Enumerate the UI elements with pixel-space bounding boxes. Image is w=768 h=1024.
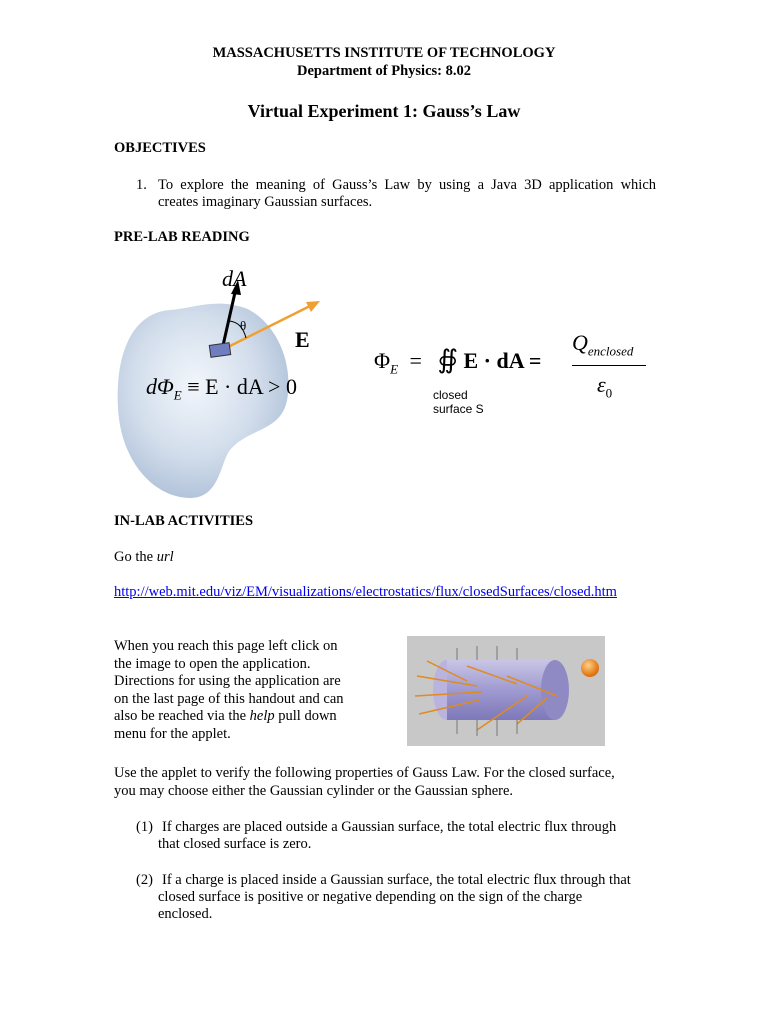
prelab-heading: PRE-LAB READING xyxy=(114,229,250,245)
property-2-line-2: closed surface is positive or negative depending on the sign of the charge xyxy=(158,889,583,905)
fraction-bar xyxy=(572,365,646,366)
charge-symbol: Q xyxy=(572,330,588,355)
phi-symbol: Φ xyxy=(374,348,391,373)
flux-subscript: E xyxy=(173,387,182,403)
flux-element-equation xyxy=(146,374,297,403)
instr-pre: also be reached via the xyxy=(114,708,250,724)
property-2-line-3: enclosed. xyxy=(158,906,213,922)
charge-subscript: enclosed xyxy=(587,343,634,359)
objective-line-1: To explore the meaning of Gauss’s Law by using a Java 3D application which xyxy=(158,177,656,193)
inlab-heading: IN-LAB ACTIVITIES xyxy=(114,513,254,529)
dA-label-text: dA xyxy=(222,266,247,291)
gaussian-cylinder-image xyxy=(407,636,605,746)
flux-rhs: ≡ E · dA > 0 xyxy=(187,374,297,399)
property-1-line-2: that closed surface is zero. xyxy=(158,836,312,852)
integral-caption-line-1: closed xyxy=(433,388,468,402)
applet-thumbnail[interactable] xyxy=(407,636,605,746)
department-heading: Department of Physics: 8.02 xyxy=(297,63,471,79)
instructions-line: the image to open the application. xyxy=(114,655,311,672)
applet-url-link[interactable]: http://web.mit.edu/viz/EM/visualizations/electrostatics/flux/closedSurfaces/closed.htm xyxy=(114,584,617,600)
document-title: Virtual Experiment 1: Gauss’s Law xyxy=(247,101,521,121)
property-1-line-1: If charges are placed outside a Gaussian surface, the total electric flux through xyxy=(162,819,617,835)
objectives-heading: OBJECTIVES xyxy=(114,140,206,156)
instructions-line xyxy=(114,708,384,726)
objective-number: 1. xyxy=(136,177,147,193)
objective-line-2: creates imaginary Gaussian surfaces. xyxy=(158,194,373,210)
instructions-line: When you reach this page left click on xyxy=(114,638,338,654)
gauss-law-equation xyxy=(374,345,541,377)
E-vector-label: E xyxy=(295,327,310,352)
instr-post: pull down xyxy=(274,708,337,724)
instructions-paragraph xyxy=(114,638,384,743)
flux-d-phi: dΦ xyxy=(146,374,174,399)
enclosed-charge xyxy=(572,330,633,359)
usage-line: you may choose either the Gaussian cylinder or the Gaussian sphere. xyxy=(114,782,514,799)
surface-integral-symbol: ∯ xyxy=(437,345,458,374)
applet-usage-paragraph xyxy=(114,765,654,800)
phi-subscript: E xyxy=(390,361,399,377)
dA-vector-label xyxy=(222,266,246,292)
goto-url-word: url xyxy=(156,549,174,565)
integrand: E · dA = xyxy=(463,348,542,373)
property-2-number: (2) xyxy=(136,872,153,888)
theta-label: θ xyxy=(240,318,247,333)
instructions-line: menu for the applet. xyxy=(114,725,231,742)
integral-caption-line-2: surface S xyxy=(433,402,484,416)
epsilon-symbol: ε xyxy=(597,372,606,397)
goto-prefix: Go the xyxy=(114,549,157,565)
usage-line: Use the applet to verify the following properties of Gauss Law. For the closed surface, xyxy=(114,765,615,781)
help-menu-word: help xyxy=(249,708,275,724)
epsilon-subscript: 0 xyxy=(605,385,613,401)
property-2-line-1: If a charge is placed inside a Gaussian surface, the total electric flux through that xyxy=(162,872,631,888)
instructions-line: Directions for using the application are xyxy=(114,673,341,689)
permittivity xyxy=(597,372,612,401)
instructions-line: on the last page of this handout and can xyxy=(114,690,344,707)
goto-url-text xyxy=(114,549,174,567)
equals-sign: = xyxy=(409,348,422,373)
property-1-number: (1) xyxy=(136,819,153,835)
institution-heading: MASSACHUSETTS INSTITUTE OF TECHNOLOGY xyxy=(212,45,556,61)
